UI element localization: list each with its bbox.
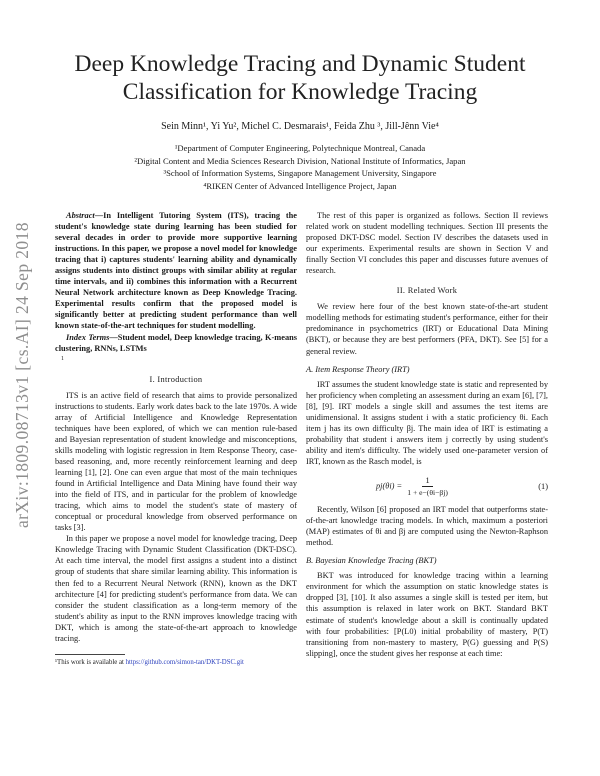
left-column — [55, 210, 297, 667]
footnote-rule — [55, 654, 125, 655]
equation-numerator: 1 — [422, 475, 432, 487]
abstract-label: Abstract — [66, 211, 95, 220]
footnote-link[interactable]: https://github.com/simon-tan/DKT-DSC.git — [125, 658, 244, 666]
footnote — [55, 658, 297, 667]
section-heading-introduction: I. Introduction — [149, 374, 203, 384]
paper-title: Deep Knowledge Tracing and Dynamic Student Classification for Knowledge Tracing — [74, 51, 526, 105]
affiliations — [40, 142, 560, 192]
arxiv-stamp: arXiv:1809.08713v1 [cs.AI] 24 Sep 2018 — [12, 222, 32, 528]
subsection-heading-bkt: B. Bayesian Knowledge Tracing (BKT) — [306, 556, 437, 566]
related-work-paragraph: We review here four of the best known state-of-the-art student modelling methods for estimating student's performance, either for their predominance in psychometrics (IRT) or Educational Data Mining (BKT), or because they are best performers (PFA, DKT). See [5] for a general review. — [306, 302, 548, 356]
equation-denominator: 1 + e−(θi−βj) — [407, 488, 448, 498]
intro-paragraph-1: ITS is an active field of research that aims to provide personalized instructions to students. Early work dates back to the late 1970s. A wide array of Artificial Intelligence and Knowledge Representation techniques have been explored, of which we can mention rule-based and Bayesian representation of student knowledge and misconceptions, skills modeling with logistic regression in Item Response Theory, case-based reasoning, and, more recently reinforcement learning and deep learning [1], [2]. One can even argue that most of the main techniques found in Artificial Intelligence and Data Mining have found their way into the field of ITS, and in particular for the problem of knowledge tracing, which aims to model the student's state of mastery of conceptual or procedural knowledge from observed performance on tasks [3]. — [55, 390, 297, 533]
subsection-heading-irt: A. Item Response Theory (IRT) — [306, 364, 410, 374]
footnote-marker: 1 — [61, 355, 64, 362]
equation-body — [376, 475, 451, 498]
section-heading-related-work: II. Related Work — [396, 286, 458, 296]
index-terms-label: Index Terms — [66, 332, 110, 342]
affiliation-3: ³School of Information Systems, Singapore Management University, Singapore — [163, 168, 437, 178]
abstract-text: —In Intelligent Tutoring System (ITS), tracing the student's knowledge state during learning has been studied for several decades in order to provide more supportive learning instructions. In this paper, we propose a novel model for knowledge tracing that i) captures students' learning ability and dynamically assigns students into distinct groups with similar ability at regular time intervals, and ii) combines this information with a Recurrent Neural Network architecture known as Deep Knowledge Tracing. Experimental results confirm that the proposed model is significantly better at predicting student performance than well known state-of-the-art techniques for student modelling. — [55, 211, 297, 331]
irt-wilson-paragraph: Recently, Wilson [6] proposed an IRT model that outperforms state-of-the-art knowledge tracing models. In which, maximum a posteriori (MAP) estimates of θi and βj are computed using the Newton-Raphson method. — [306, 505, 548, 548]
author-list: Sein Minn¹, Yi Yu², Michel C. Desmarais¹, Feida Zhu ³, Jill-Jênn Vie⁴ — [161, 121, 439, 132]
affiliation-2: ²Digital Content and Media Sciences Research Division, National Institute of Informatics, Japan — [134, 155, 466, 166]
affiliation-4: ⁴RIKEN Center of Advanced Intelligence Project, Japan — [203, 180, 397, 191]
organization-paragraph: The rest of this paper is organized as follows. Section II reviews related work on student modelling techniques. Section III presents the proposed DKT-DSC model. Section IV describes the datasets used in our experiments. Experimental results are shown in Section V and finally Section VI concludes this paper and discusses future avenues of research. — [306, 211, 548, 276]
footnote-text: ¹This work is available at — [55, 658, 126, 666]
right-column — [306, 210, 548, 659]
equation-number: (1) — [538, 482, 548, 491]
irt-paragraph: IRT assumes the student knowledge state is static and represented by her proficiency when completing an assessment during an exam [6], [7], [8], [9]. IRT models a single skill and assumes the test items are unidimensional. It assigns student i with a static proficiency θi. Each item j has its own difficulty βj. The main idea of IRT is estimating a probability that student i answers item j correctly by using student's ability and item's difficulty. The widely used one-parameter version of IRT, known as the Rasch model, is — [306, 379, 548, 466]
equation-fraction — [404, 475, 451, 498]
affiliation-1: ¹Department of Computer Engineering, Polytechnique Montreal, Canada — [174, 143, 426, 153]
abstract — [55, 210, 297, 365]
bkt-paragraph: BKT was introduced for knowledge tracing within a learning environment for which the assumption on static knowledge states is dropped [3], [10]. It also assumes a single skill is tested per item, but this assumption is relaxed in later work on BKT. Standard BKT estimate of student's knowledge about a skill is continually updated with four probabilities: [P(L0) initial probability of mastery, P(T) transitioning from non-mastery to mastery, P(G) guessing and P(S) slipping], once the student gives her response at each time: — [306, 571, 548, 658]
intro-paragraph-2: In this paper we propose a novel model for knowledge tracing, Deep Knowledge Tracing with Dynamic Student Classification (DKT-DSC). At each time interval, the model first assigns a student into a distinct group of students that share similar learning ability. This information is then fed to a Recurrent Neural Network (RNN), known as the DKT architecture [4] for predicting student's performance from data. We can consider the student classification as a long-term memory of the student's ability as input to the RNN improves knowledge tracing with DKT, which is among the state-of-the-art approach to knowledge tracing. — [55, 534, 297, 643]
equation-1 — [306, 475, 548, 498]
equation-lhs: pj(θi) = — [376, 481, 403, 491]
index-terms-text: —Student model, Deep knowledge tracing, K-means clustering, RNNs, LSTMs — [55, 332, 298, 353]
